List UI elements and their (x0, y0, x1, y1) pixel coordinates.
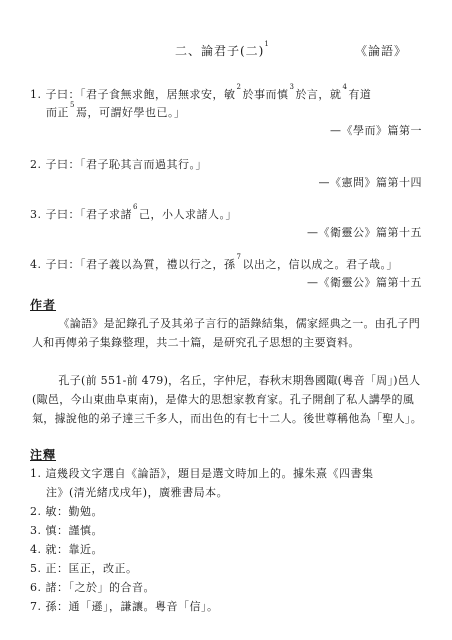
passage-text: 子曰：「君子食無求飽，居無求安，敏 (45, 88, 236, 101)
note-number: 4. (30, 543, 42, 556)
passage-4-source: —《衛靈公》篇第十五 (307, 276, 422, 289)
author-heading: 作者 (30, 298, 57, 312)
footnote-marker: 5 (70, 101, 75, 109)
passage-text: 子曰：「君子義以為質，禮以行之，孫 (45, 258, 236, 271)
note-item (30, 541, 103, 557)
note-number: 2. (30, 505, 42, 518)
note-text: 敏：勤勉。 (45, 505, 103, 518)
note-number: 3. (30, 524, 42, 537)
note-text: 正：匡正，改正。 (45, 562, 138, 575)
passage-text: 有道 (348, 88, 372, 101)
passage-text: 於事而慎 (242, 88, 289, 101)
passage-text: 而正 (46, 106, 69, 119)
footnote-marker: 2 (236, 83, 242, 91)
note-item (30, 465, 374, 481)
notes-heading: 注釋 (30, 448, 57, 462)
note-text: 慎：謹慎。 (45, 524, 103, 537)
passage-2-source: —《憲問》篇第十四 (318, 176, 422, 189)
passage-text: 子曰：「君子求諸 (45, 208, 132, 221)
note-text: 就：靠近。 (45, 543, 103, 556)
footnote-marker: 6 (133, 203, 138, 211)
passage-number: 3. (30, 208, 42, 221)
note-item (30, 522, 103, 538)
note-text: 這幾段文字選自《論語》，題目是選文時加上的。據朱熹《四書集 (45, 467, 374, 480)
passage-1-line-2 (46, 101, 186, 120)
passage-number: 4. (30, 258, 42, 271)
note-number: 1. (30, 467, 42, 480)
passage-text: 己，小人求諸人。」 (138, 208, 237, 221)
author-paragraph-1: 《論語》是記錄孔子及其弟子言行的語錄結集，儒家經典之一。由孔子門人和再傳弟子集錄整理，共二十篇，是研究孔子思想的主要資料。 (32, 317, 420, 349)
note-item-continuation: 注》(清光緒戊戌年)，廣雅書局本。 (46, 486, 229, 499)
footnote-marker: 4 (342, 83, 348, 91)
note-item (30, 579, 155, 595)
passage-number: 1. (30, 88, 42, 101)
passage-text: 子曰：「君子恥其言而過其行。」 (45, 158, 207, 171)
passage-number: 2. (30, 158, 42, 171)
note-text: 孫：通「遜」，謙讓。粵音「信」。 (45, 600, 219, 613)
title-source: 《論語》 (355, 44, 408, 58)
passage-1-line-1 (30, 83, 372, 102)
author-paragraph-2: 孔子(前 551-前 479)，名丘，字仲尼，春秋末期魯國陬(粵音「周」)邑人(陬邑，今山東曲阜東南)，是偉大的思想家教育家。孔子開創了私人講學的風氣，據說他的弟子達三千多人，而出色的有七十二人。後世尊稱他為「聖人」。 (32, 374, 422, 425)
note-number: 6. (30, 581, 42, 594)
passage-3-source: —《衛靈公》篇第十五 (307, 226, 422, 239)
note-item (30, 598, 219, 614)
passage-2-line-1 (30, 156, 207, 172)
note-item (30, 503, 103, 519)
footnote-marker: 3 (289, 83, 295, 91)
title-text: 二、論君子(二) (175, 44, 265, 58)
title-footnote-marker: 1 (264, 40, 270, 48)
note-item (30, 560, 138, 576)
passage-3-line-1 (30, 203, 237, 222)
note-number: 5. (30, 562, 42, 575)
passage-text: 焉，可謂好學也已。」 (75, 106, 186, 119)
section-title (175, 42, 270, 59)
footnote-marker: 7 (236, 253, 242, 261)
passage-text: 以出之，信以成之。君子哉。」 (242, 258, 398, 271)
note-number: 7. (30, 600, 42, 613)
passage-text: 於言，就 (295, 88, 342, 101)
passage-4-line-1 (30, 253, 398, 272)
passage-1-source: —《學而》篇第一 (330, 124, 422, 137)
note-text: 諸：「之於」的合音。 (45, 581, 155, 594)
